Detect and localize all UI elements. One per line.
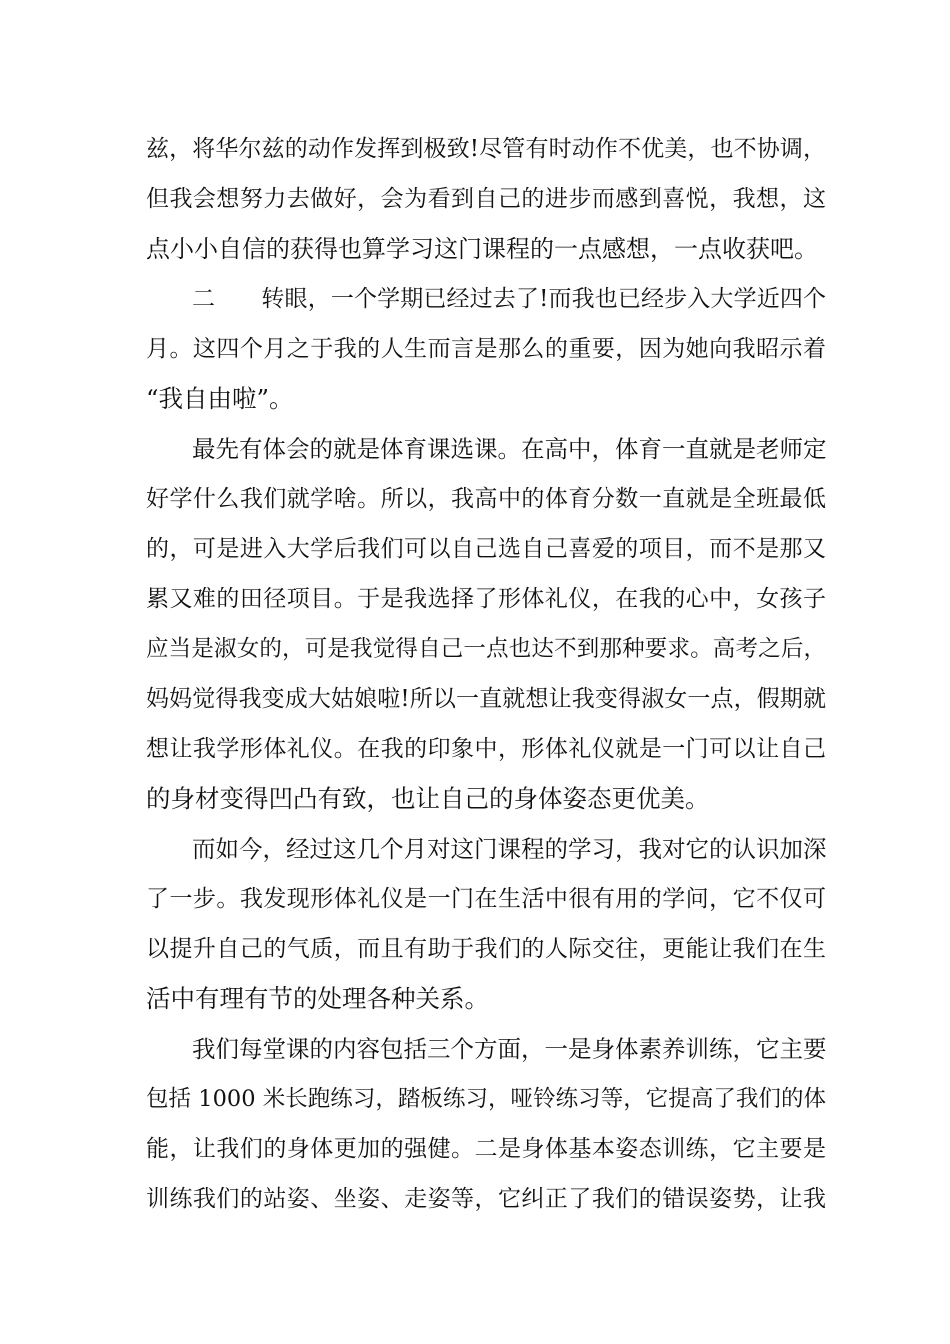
- text-line-1: 兹，将华尔兹的动作发挥到极致!尽管有时动作不优美，也不协调，: [146, 136, 826, 162]
- text-line-16: 了一步。我发现形体礼仪是一门在生活中很有用的学问，它不仅可: [146, 886, 826, 912]
- text-line-9: 的，可是进入大学后我们可以自己选自己喜爱的项目，而不是那又: [146, 536, 826, 562]
- text-line-19: 我们每堂课的内容包括三个方面，一是身体素养训练，它主要: [192, 1035, 827, 1063]
- text-line-18: 活中有理有节的处理各种关系。: [146, 984, 489, 1013]
- text-line-5: 月。这四个月之于我的人生而言是那么的重要，因为她向我昭示着: [146, 336, 826, 362]
- text-line-11: 应当是淑女的，可是我觉得自己一点也达不到那种要求。高考之后，: [146, 636, 826, 662]
- text-line-22: 训练我们的站姿、坐姿、走姿等，它纠正了我们的错误姿势，让我: [146, 1186, 826, 1212]
- text-line-20: 包括 1000 米长跑练习，踏板练习，哑铃练习等，它提高了我们的体: [146, 1086, 826, 1112]
- text-line-4: 二 转眼，一个学期已经过去了!而我也已经步入大学近四个: [192, 286, 826, 312]
- text-line-8: 好学什么我们就学啥。所以，我高中的体育分数一直就是全班最低: [146, 486, 826, 512]
- text-line-21: 能，让我们的身体更加的强健。二是身体基本姿态训练，它主要是: [146, 1136, 826, 1162]
- text-line-2: 但我会想努力去做好，会为看到自己的进步而感到喜悦，我想，这: [146, 186, 826, 212]
- text-line-7: 最先有体会的就是体育课选课。在高中，体育一直就是老师定: [192, 435, 827, 463]
- text-line-17: 以提升自己的气质，而且有助于我们的人际交往，更能让我们在生: [146, 936, 826, 962]
- text-line-3: 点小小自信的获得也算学习这门课程的一点感想，一点收获吧。: [146, 235, 818, 263]
- text-line-10: 累又难的田径项目。于是我选择了形体礼仪，在我的心中，女孩子: [146, 586, 826, 612]
- text-line-6: “我自由啦”。: [146, 384, 294, 413]
- text-line-12: 妈妈觉得我变成大姑娘啦!所以一直就想让我变得淑女一点，假期就: [146, 686, 826, 712]
- text-line-14: 的身材变得凹凸有致，也让自己的身体姿态更优美。: [146, 784, 710, 813]
- text-line-15: 而如今，经过这几个月对这门课程的学习，我对它的认识加深: [192, 835, 827, 863]
- text-line-13: 想让我学形体礼仪。在我的印象中，形体礼仪就是一门可以让自己: [146, 736, 826, 762]
